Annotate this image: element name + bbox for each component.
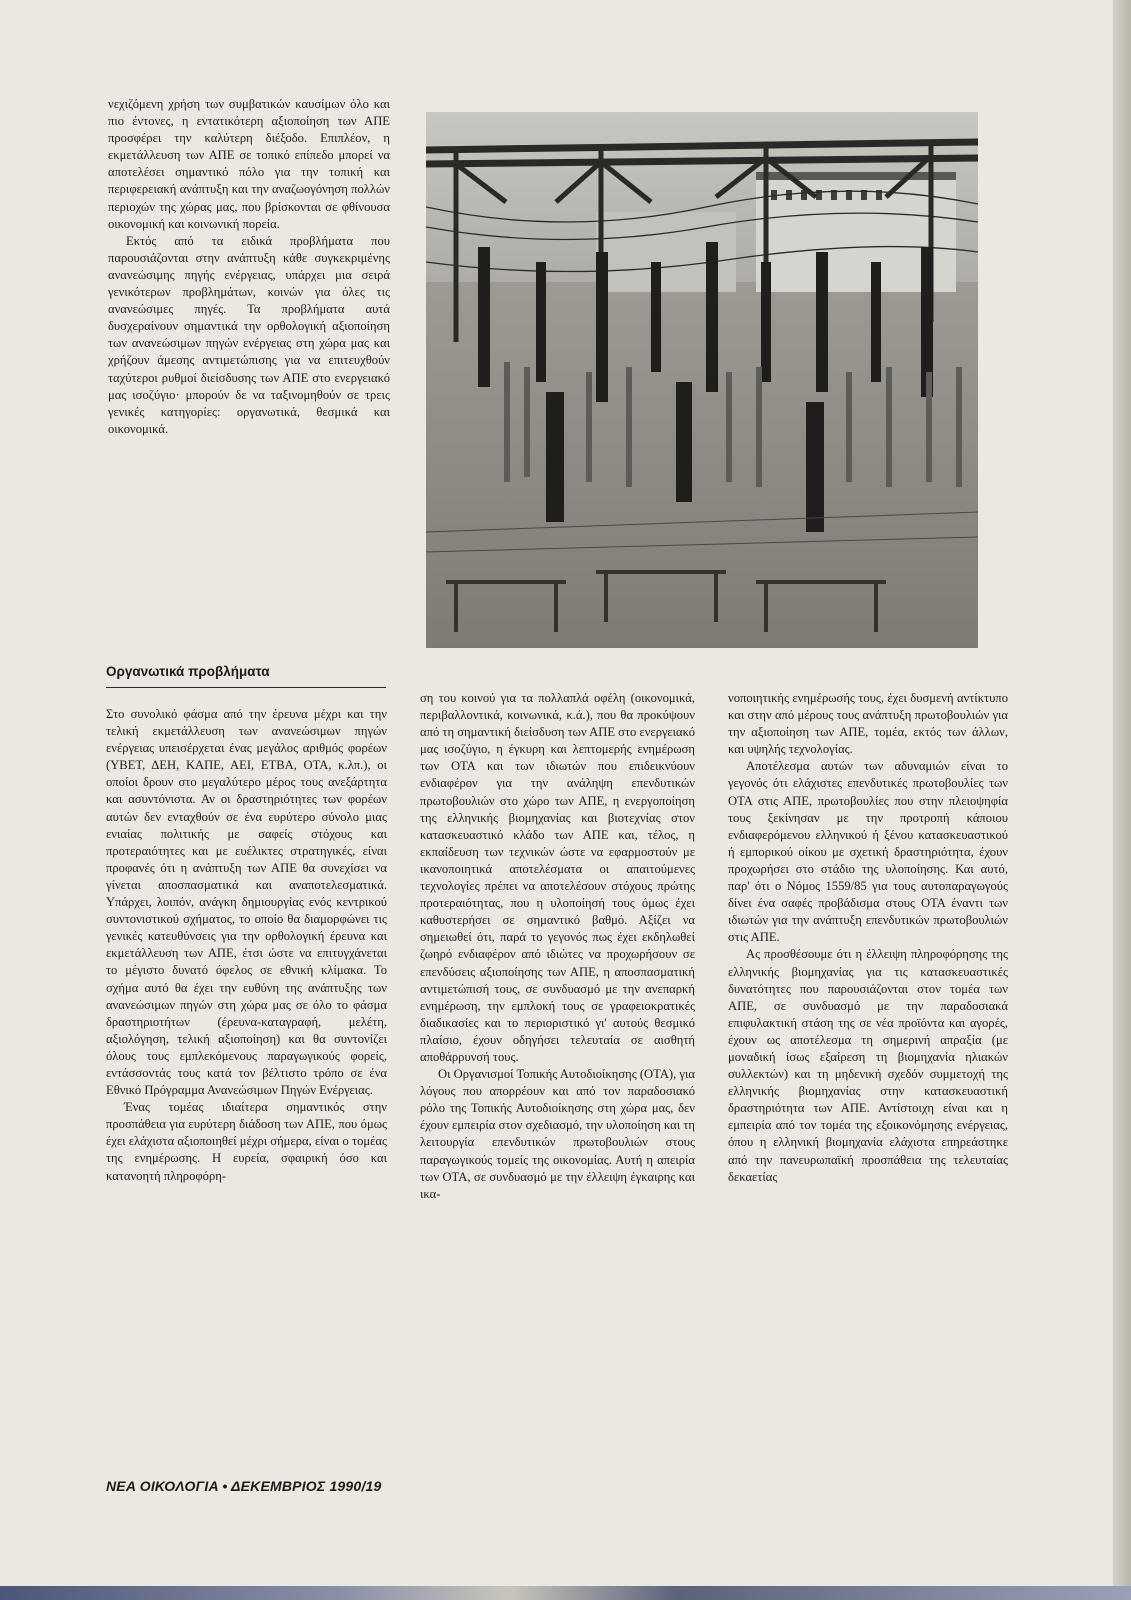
paragraph: Αποτέλεσμα αυτών των αδυναμιών είναι το γεγονός ότι ελάχιστες επενδυτικές πρωτοβουλίες των ΟΤΑ στις ΑΠΕ, πρωτοβουλίες που στην πλειοψηφία τους ξεκίνησαν με την προτροπή κάποιου ενδιαφερόμενου ελληνικού ή ξένου κατασκευαστικού ή εμπορικού οίκου με σχετική δραστηριότητα, έχουν προχωρήσει στο στάδιο της υλοποίησης. Και αυτό, παρ' ότι ο Νόμος 1559/85 για τους αυτοπαραγωγούς δίνει ένα σαφές προβάδισμα στους ΟΤΑ έναντι των ιδιωτών για την ανάπτυξη επενδυτικών πρωτοβουλιών στις ΑΠΕ. [728,759,1008,945]
text-column-bottom-left [106,706,387,1185]
paragraph: Εκτός από τα ειδικά προβλήματα που παρουσιάζονται στην ανάπτυξη κάθε συγκεκριμένης ανανεώσιμης πηγής ενέργειας, υπάρχει μια σειρά γενικότερων προβλημάτων, κοινών για όλες τις ανανεώσιμες πηγές. Τα προβλήματα αυτά δυσχεραίνουν σημαντικά την ορθολογική αξιοποίηση των ανανεώσιμων πηγών ενέργειας στη χώρα μας και χρήζουν άμεσης αντιμετώπισης για να επιτευχθούν ταχύτεροι ρυθμοί διείσδυσης των ΑΠΕ στο ενεργειακό μας ισοζύγιο· μπορούν δε να ταξινομηθούν σε τρεις γενικές κατηγορίες: οργανωτικά, θεσμικά και οικονομικά. [108,233,390,436]
page-edge [1113,0,1131,1600]
paragraph: Οι Οργανισμοί Τοπικής Αυτοδιοίκησης (ΟΤΑ), για λόγους που απορρέουν και από τον παραδοσιακό ρόλο της Τοπικής Αυτοδιοίκησης στη χώρα μας, δεν έχουν εμπειρία στον σχεδιασμό, την υλοποίηση και τη λειτουργία επενδυτικών πρωτοβουλιών στους παραγωγικούς τομείς της οικονομίας. Αυτή η απειρία των ΟΤΑ, σε συνδυασμό με την έλλειψη έγκαιρης και ικα- [420,1067,695,1201]
text-column-middle [420,690,695,1203]
substation-illustration [426,112,978,648]
paragraph: νοποιητικής ενημέρωσής τους, έχει δυσμενή αντίκτυπο και στην από μέρους τους ανάπτυξη πρωτοβουλιών για την αξιοποίηση των ΑΠΕ, τομέα, εκτός των άλλων, και υψηλής τεχνολογίας. [728,691,1008,757]
paragraph: ση του κοινού για τα πολλαπλά οφέλη (οικονομικά, περιβαλλοντικά, κοινωνικά, κ.ά.), που θα προκύψουν από τη σημαντική διείσδυση των ΑΠΕ στο ενεργειακό μας ισοζύγιο, η έγκυρη και λεπτομερής ενημέρωση των ΟΤΑ και των ιδιωτών που επιδεικνύουν ενδιαφέρον για την ανάληψη επενδυτικών πρωτοβουλιών στο χώρο των ΑΠΕ, η ενεργοποίηση της ελληνικής βιομηχανίας και βιοτεχνίας στον κατασκευαστικό κλάδο των ΑΠΕ και, τέλος, η εκπαίδευση των τεχνικών ώστε να εφαρμοστούν με ικανοποιητικά αποτελέσματα οι απαιτούμενες τεχνολογίες πρέπει να αποτελέσουν στόχους πρώτης προτεραιότητας, που η υλοποίησή τους όμως έχει καθυστερήσει σε σημαντικό βαθμό. Αξίζει να σημειωθεί ότι, παρά το γεγονός πως έχει εκδηλωθεί ζωηρό ενδιαφέρον από ιδιώτες να προχωρήσουν σε επενδύσεις αξιοποίησης των ΑΠΕ, η αποσπασματική αντιμετώπισή τους, σε συνδυασμό με την ανεπαρκή ενημέρωση, την εμπλοκή τους σε γραφειοκρατικές διαδικασίες και το περιοριστικό γι' αυτούς θεσμικό πλαίσιο, έχουν οδηγήσει τελευταία σε αισθητή αποθάρρυνσή τους. [420,691,695,1064]
paragraph: νεχιζόμενη χρήση των συμβατικών καυσίμων όλο και πιο έντονες, η εντατικότερη αξιοποίηση των ΑΠΕ προσφέρει την καλύτερη διέξοδο. Επιπλέον, η εκμετάλλευση των ΑΠΕ σε τοπικό επίπεδο μπορεί να αποτελέσει σημαντικό πόλο για την τοπική και περιφερειακή ανάπτυξη και την αναζωογόνηση πολλών περιοχών της χώρας μας, που βρίσκονται σε φθίνουσα οικονομική και κοινωνική πορεία. [108,97,390,231]
page-footer: ΝΕΑ ΟΙΚΟΛΟΓΙΑ • ΔΕΚΕΜΒΡΙΟΣ 1990/19 [106,1478,382,1494]
paragraph: Ένας τομέας ιδιαίτερα σημαντικός στην προσπάθεια για ευρύτερη διάδοση των ΑΠΕ, που όμως έχει ελάχιστα αξιοποιηθεί μέχρι σήμερα, είναι ο τομέας της ενημέρωσης. Η ευρεία, σφαιρική όσο και κατανοητή πληροφόρη- [106,1100,387,1183]
paragraph: Ας προσθέσουμε ότι η έλλειψη πληροφόρησης της ελληνικής βιομηχανίας για τις κατασκευαστικές δυνατότητες που παρουσιάζονται στον τομέα των ΑΠΕ, σε συνδυασμό με την παραδοσιακά επιφυλακτική στάση της σε νέα προϊόντα και αγορές, έχουν ως αποτέλεσμα τη σημερινή απραξία (με μοναδική ίσως εξαίρεση τη βιομηχανία ηλιακών συλλεκτών) και τη μηδενική σχεδόν συμμετοχή της ελληνικής βιομηχανίας στην κατασκευαστική δραστηριότητα των ΑΠΕ. Αντίστοιχη είναι και η εμπειρία από τον τομέα της εξοικονόμησης ενέργειας, όπου η ελληνική βιομηχανία ελάχιστα επηρεάστηκε από την πανευρωπαϊκή προσπάθεια της τελευταίας δεκαετίας [728,947,1008,1184]
text-column-top-left [108,96,390,438]
text-column-right [728,690,1008,1186]
section-heading: Οργανωτικά προβλήματα [106,664,386,688]
paragraph: Στο συνολικό φάσμα από την έρευνα μέχρι και την τελική εκμετάλλευση των ανανεώσιμων πηγών ενέργειας υπεισέρχεται ένας μεγάλος αριθμός φορέων (ΥΒΕΤ, ΔΕΗ, ΚΑΠΕ, ΑΕΙ, ΕΤΒΑ, ΟΤΑ, κ.λπ.), οι οποίοι δρουν στο μεγαλύτερο μέρος τους ανεξάρτητα και ασυντόνιστα. Αν οι δραστηριότητες των φορέων αυτών δεν ενταχθούν σε ένα ευρύτερο σύνολο μιας ενιαίας πολιτικής με σαφείς στόχους και προτεραιότητες και με ευέλικτες στρατηγικές, είναι προφανές ότι η ανάπτυξη των ΑΠΕ θα συνεχίσει να γίνεται αποσπασματικά και αναποτελεσματικά. Υπάρχει, λοιπόν, ανάγκη δημιουργίας ενός κεντρικού συντονιστικού σχήματος, το οποίο θα διαμορφώνει τις γενικές κατευθύνσεις για την ορθολογική έρευνα και εκμετάλλευση των ΑΠΕ, έτσι ώστε να επιτυγχάνεται το μέγιστο δυνατό όφελος σε εθνική κλίμακα. Το σχήμα αυτό θα έχει την ευθύνη της ανάπτυξης των ανανεώσιμων πηγών στη χώρα μας σε όλο το φάσμα δραστηριοτήτων (έρευνα-καταγραφή, μελέτη, αξιολόγηση, τελική αξιοποίηση) και θα συντονίζει όλους τους εμπλεκόμενους παραγωγικούς φορείς, εντάσσοντάς τους κατά τον βέλτιστο τρόπο σε ένα Εθνικό Πρόγραμμα Ανανεώσιμων Πηγών Ενέργειας. [106,707,387,1098]
next-page-edge [0,1586,1131,1600]
electrical-substation-photo-icon [426,112,978,648]
